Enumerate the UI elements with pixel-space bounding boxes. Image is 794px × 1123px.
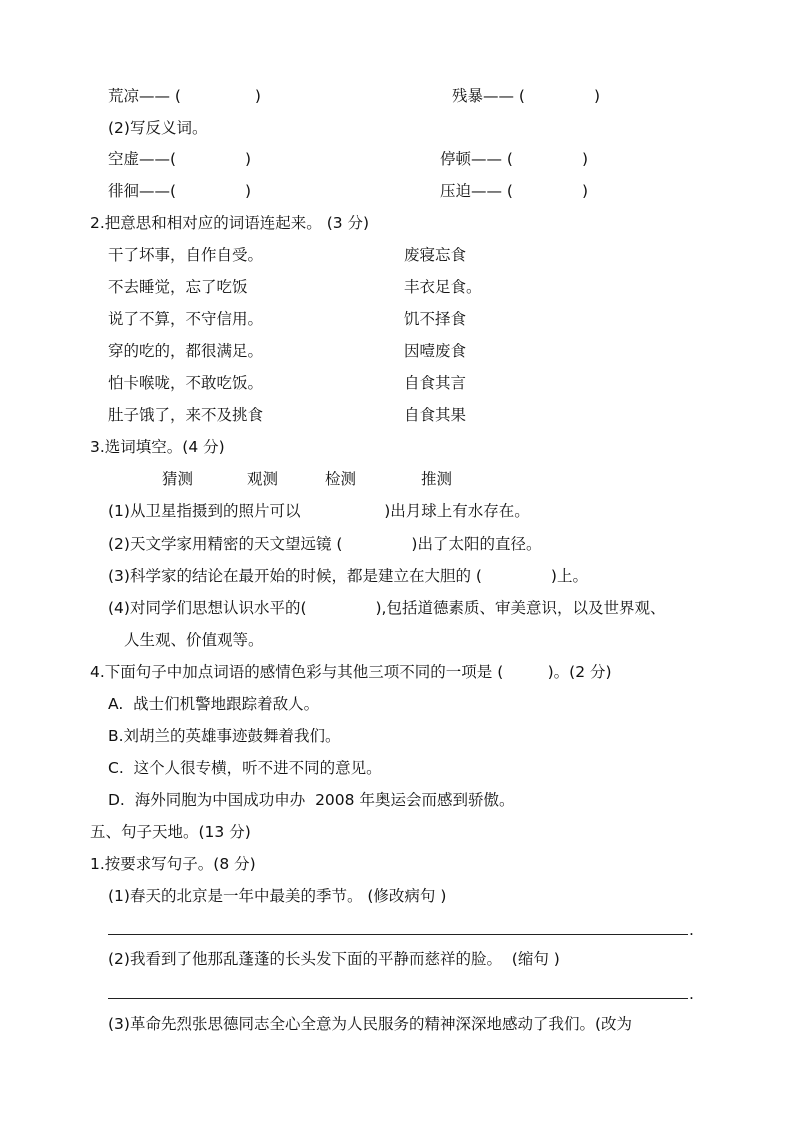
q4-option-a: A. 战士们机警地跟踪着敌人。: [108, 695, 320, 713]
answer-line-end: .: [689, 985, 694, 1003]
sentence-item: (3)革命先烈张思德同志全心全意为人民服务的精神深深地感动了我们。(改为: [108, 1015, 633, 1033]
q2-right-item: 自食其言: [404, 374, 467, 392]
q2-left-item: 干了坏事，自作自受。: [108, 246, 264, 264]
q3-choice: 推测: [421, 470, 453, 488]
q2-left-item: 说了不算，不守信用。: [108, 310, 264, 328]
q2-right-item: 因噎废食: [404, 342, 467, 360]
sentence-item: (2)我看到了他那乱蓬蓬的长头发下面的平静而慈祥的脸。 (缩句 ): [108, 950, 560, 968]
q2-heading: 2.把意思和相对应的词语连起来。 (3 分): [90, 214, 370, 232]
q3-item: (3)科学家的结论在最开始的时候，都是建立在大胆的 ( )上。: [108, 567, 588, 585]
section5-q1-heading: 1.按要求写句子。(8 分): [90, 855, 256, 873]
q4-heading: 4.下面句子中加点词语的感情色彩与其他三项不同的一项是 ( )。(2 分): [90, 663, 612, 681]
q3-heading: 3.选词填空。(4 分): [90, 438, 225, 456]
q3-item-continuation: 人生观、价值观等。: [124, 631, 264, 649]
q4-option-b: B.刘胡兰的英雄事迹鼓舞着我们。: [108, 727, 341, 745]
answer-line[interactable]: [108, 934, 688, 935]
antonyms-heading: (2)写反义词。: [108, 119, 208, 137]
q3-item: (2)天文学家用精密的天文望远镜 ( )出了太阳的直径。: [108, 535, 542, 553]
q4-option-c: C. 这个人很专横，听不进不同的意见。: [108, 759, 382, 777]
q3-item: (4)对同学们思想认识水平的( ),包括道德素质、审美意识，以及世界观、: [108, 599, 666, 617]
antonym-item-2: 停顿—— ( ): [440, 150, 588, 168]
q2-right-item: 丰衣足食。: [404, 278, 482, 296]
antonym-item-4: 压迫—— ( ): [440, 182, 588, 200]
antonym-item-3: 徘徊——( ): [108, 182, 252, 200]
answer-line[interactable]: [108, 998, 688, 999]
sentence-item: (1)春天的北京是一年中最美的季节。 (修改病句 ): [108, 887, 447, 905]
section-5-heading: 五、句子天地。(13 分): [90, 823, 251, 841]
synonym-item-1: 荒凉—— ( ): [108, 87, 261, 105]
q2-left-item: 不去睡觉，忘了吃饭: [108, 278, 248, 296]
q2-right-item: 自食其果: [404, 406, 467, 424]
q2-right-item: 饥不择食: [404, 310, 467, 328]
q2-left-item: 怕卡喉咙，不敢吃饭。: [108, 374, 264, 392]
answer-line-end: .: [689, 921, 694, 939]
q3-item: (1)从卫星指摄到的照片可以 )出月球上有水存在。: [108, 502, 530, 520]
q4-option-d: D. 海外同胞为中国成功申办 2008 年奥运会而感到骄傲。: [108, 791, 515, 809]
antonym-item-1: 空虚——( ): [108, 150, 252, 168]
q3-choice: 检测: [325, 470, 357, 488]
q3-choice: 观测: [247, 470, 279, 488]
q2-left-item: 穿的吃的，都很满足。: [108, 342, 264, 360]
q2-left-item: 肚子饿了，来不及挑食: [108, 406, 264, 424]
q3-choice: 猜测: [162, 470, 194, 488]
q2-right-item: 废寝忘食: [404, 246, 467, 264]
synonym-item-2: 残暴—— ( ): [452, 87, 600, 105]
